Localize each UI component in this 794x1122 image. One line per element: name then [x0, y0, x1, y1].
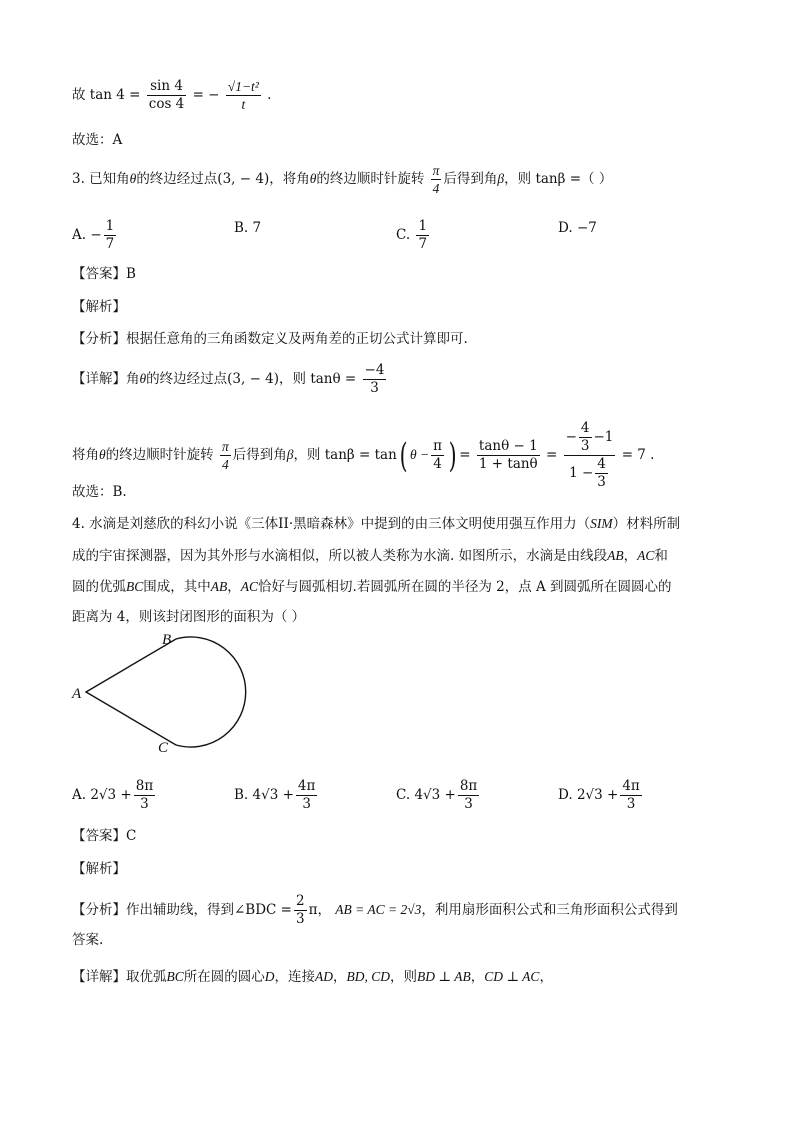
text: 故	[72, 87, 86, 103]
fraction: $\frac{\pi}{4}$	[433, 438, 443, 472]
text: θ	[129, 171, 137, 186]
formula-tan4	[72, 78, 271, 113]
text: tan 4	[89, 87, 125, 103]
water-drop-figure	[60, 630, 260, 760]
label-b: B	[162, 632, 172, 648]
water-drop-outline	[86, 637, 246, 747]
analysis-heading: 【解析】	[72, 299, 126, 315]
compound-fraction: − $\frac{4}{3}$ −1 1 − $\frac{4}{3}$	[565, 420, 614, 490]
label-c: C	[158, 740, 169, 756]
analysis-heading: 【解析】	[72, 861, 126, 877]
text: β	[497, 171, 505, 186]
text: 的终边顺时针旋转	[316, 171, 425, 187]
fraction: $\frac{\pi}{4}$	[432, 163, 440, 196]
text: =	[129, 87, 141, 103]
text: θ	[309, 171, 317, 186]
option-a[interactable]: A. − $\frac{1}{7}$	[72, 218, 115, 252]
question-4-line-1: 4. 水滴是刘慈欣的科幻小说《三体II·黑暗森林》中提到的由三体文明使用强互作用力（SIM）材料所制	[72, 516, 681, 532]
choice-text: 故选：B.	[72, 484, 127, 500]
text: .	[267, 87, 272, 103]
fraction: $\frac{\text{√1−t²}}{t}$	[227, 79, 259, 112]
fraction: $\frac{\pi}{4}$	[221, 439, 229, 472]
option-c[interactable]: C. 4√3 + $\frac{8\pi}{3}$	[396, 778, 478, 812]
answer: 【答案】C	[72, 828, 137, 844]
question-4-line-3: 圆的优弧BC围成，其中AB，AC恰好与圆弧相切.若圆弧所在圆的半径为 2，点 A 到圆弧所在圆圆心的	[72, 579, 672, 595]
answer: 【答案】B	[72, 266, 136, 282]
option-b[interactable]: B. 4√3 + $\frac{4\pi}{3}$	[234, 778, 316, 812]
text: ，则 tanβ =（ ）	[504, 171, 613, 187]
option-a[interactable]: A. 2√3 + $\frac{8\pi}{3}$	[72, 778, 154, 812]
option-c[interactable]: C. $\frac{1}{7}$	[396, 218, 428, 252]
fraction: $\frac{\sin 4}{\cos 4}$	[148, 78, 185, 112]
analysis-summary: 【分析】根据任意角的三角函数定义及两角差的正切公式计算即可.	[72, 331, 468, 347]
analysis-summary: 【分析】作出辅助线，得到∠BDC = $\frac{2}{3}$ π， AB = AC = 2√3，利用扇形面积公式和三角形面积公式得到	[72, 893, 678, 927]
text: 3. 已知角	[72, 171, 130, 187]
text: 后得到角	[443, 171, 498, 187]
fraction: $\frac{1}{7}$	[105, 218, 115, 252]
fraction: $\frac{1}{7}$	[418, 218, 428, 252]
analysis-summary-cont: 答案.	[72, 932, 104, 948]
option-d[interactable]: D. −7	[558, 220, 597, 236]
label-a: A	[72, 686, 82, 702]
option-d[interactable]: D. 2√3 + $\frac{4\pi}{3}$	[558, 778, 640, 812]
question-4-line-2: 成的宇宙探测器，因为其外形与水滴相似，所以被人类称为水滴. 如图所示，水滴是由线段AB，AC和	[72, 548, 668, 564]
detail-line-2: 将角θ的终边顺时针旋转 $\frac{\pi}{4}$ 后得到角β，则 tanβ = tan( θ − $\frac{\pi}{4}$ ) = $\frac{\tan\theta - 1}{1 + \tan\theta}$ = − $\frac{4}{3}$ −1 1 − $\frac{4}{3}$ = 7 .	[72, 420, 655, 490]
detail-line-1: 【详解】角θ的终边经过点(3, − 4)，则 tanθ = $\frac{-4}{3}$	[72, 362, 385, 396]
question-3-stem	[72, 162, 612, 197]
question-4-line-4: 距离为 4，则该封闭图形的面积为（ ）	[72, 609, 306, 625]
text: 的终边经过点(3, − 4)，将角	[136, 171, 310, 187]
fraction: $\frac{-4}{3}$	[364, 362, 385, 396]
text: = −	[192, 87, 220, 103]
detail-line: 【详解】取优弧BC所在圆的圆心D，连接AD，BD, CD，则BD ⊥ AB，CD ⊥ AC，	[72, 969, 553, 985]
fraction: $\frac{\tan\theta - 1}{1 + \tan\theta}$	[478, 438, 538, 472]
option-b[interactable]: B. 7	[234, 220, 262, 236]
choice-text: 故选：A	[72, 132, 123, 148]
